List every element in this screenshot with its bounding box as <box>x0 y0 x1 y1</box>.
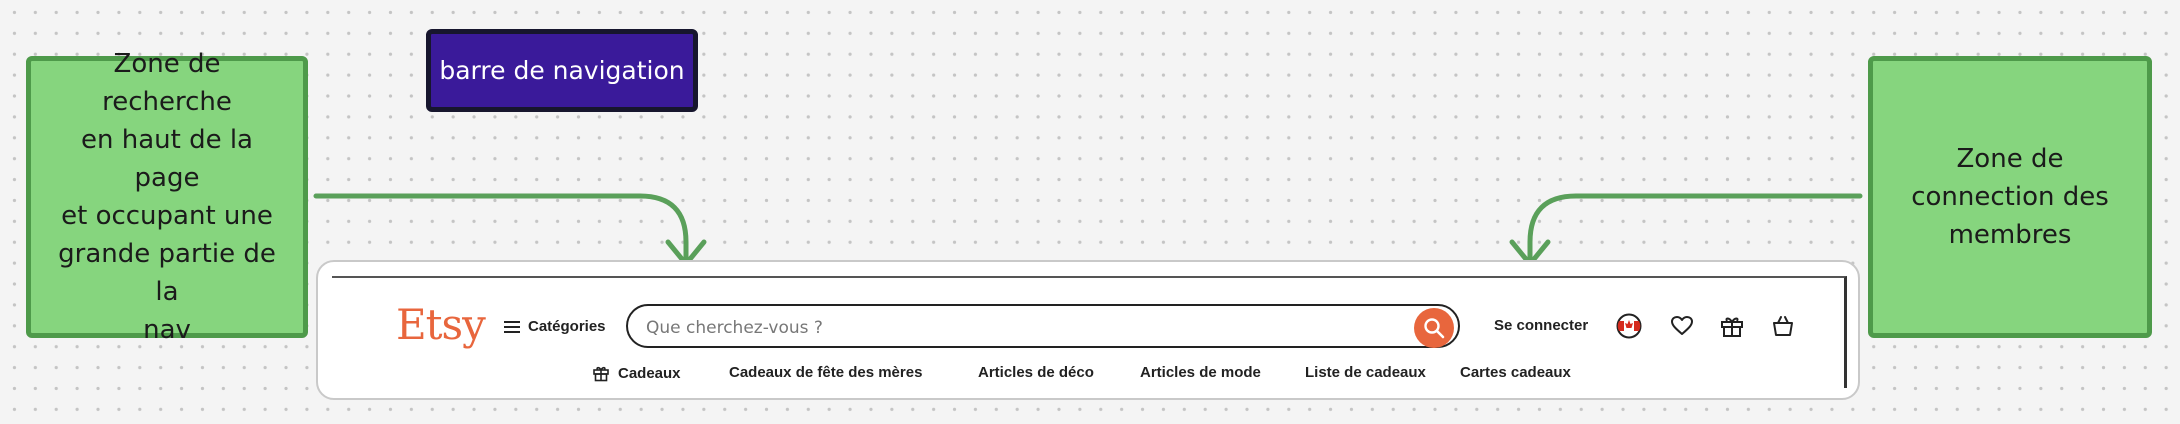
search-input[interactable] <box>644 313 1368 343</box>
note-line: membres <box>1948 220 2072 250</box>
note-line: nav <box>143 315 191 345</box>
note-line: grande partie de la <box>58 239 276 307</box>
search-bar <box>626 304 1460 348</box>
menu-icon <box>504 320 520 334</box>
search-button[interactable] <box>1414 308 1454 348</box>
category-link-gift-cards[interactable]: Cartes cadeaux <box>1460 364 1571 381</box>
basket-icon[interactable] <box>1770 313 1796 339</box>
category-link-fashion[interactable]: Articles de mode <box>1140 364 1261 381</box>
note-line: Zone de recherche <box>102 49 232 117</box>
gift-icon[interactable] <box>1719 313 1745 339</box>
canada-flag-icon[interactable] <box>1616 313 1642 339</box>
diagram-title-text: barre de navigation <box>439 56 685 85</box>
categories-label: Catégories <box>528 318 606 335</box>
search-icon <box>1423 317 1445 339</box>
category-link-gift-registry[interactable]: Liste de cadeaux <box>1305 364 1426 381</box>
category-link-mothers-day[interactable]: Cadeaux de fête des mères <box>729 364 923 381</box>
category-link-home-decor[interactable]: Articles de déco <box>978 364 1094 381</box>
connector-login-arrow <box>1530 196 1860 262</box>
note-line: en haut de la page <box>80 125 253 193</box>
note-line: et occupant une <box>61 201 273 231</box>
category-link-gifts[interactable] <box>592 364 681 382</box>
etsy-logo[interactable]: Etsy <box>396 300 485 349</box>
note-line: Zone de <box>1956 144 2064 174</box>
signin-link[interactable]: Se connecter <box>1494 317 1589 334</box>
category-nav <box>332 358 1844 384</box>
connector-search-arrow <box>316 196 686 262</box>
gift-icon <box>592 364 610 382</box>
note-line: connection des <box>1911 182 2109 212</box>
navbar-screenshot <box>316 260 1860 400</box>
category-link-label: Cadeaux <box>618 364 681 382</box>
heart-icon[interactable] <box>1669 313 1695 339</box>
navbar <box>332 276 1847 388</box>
categories-button[interactable] <box>504 318 606 335</box>
